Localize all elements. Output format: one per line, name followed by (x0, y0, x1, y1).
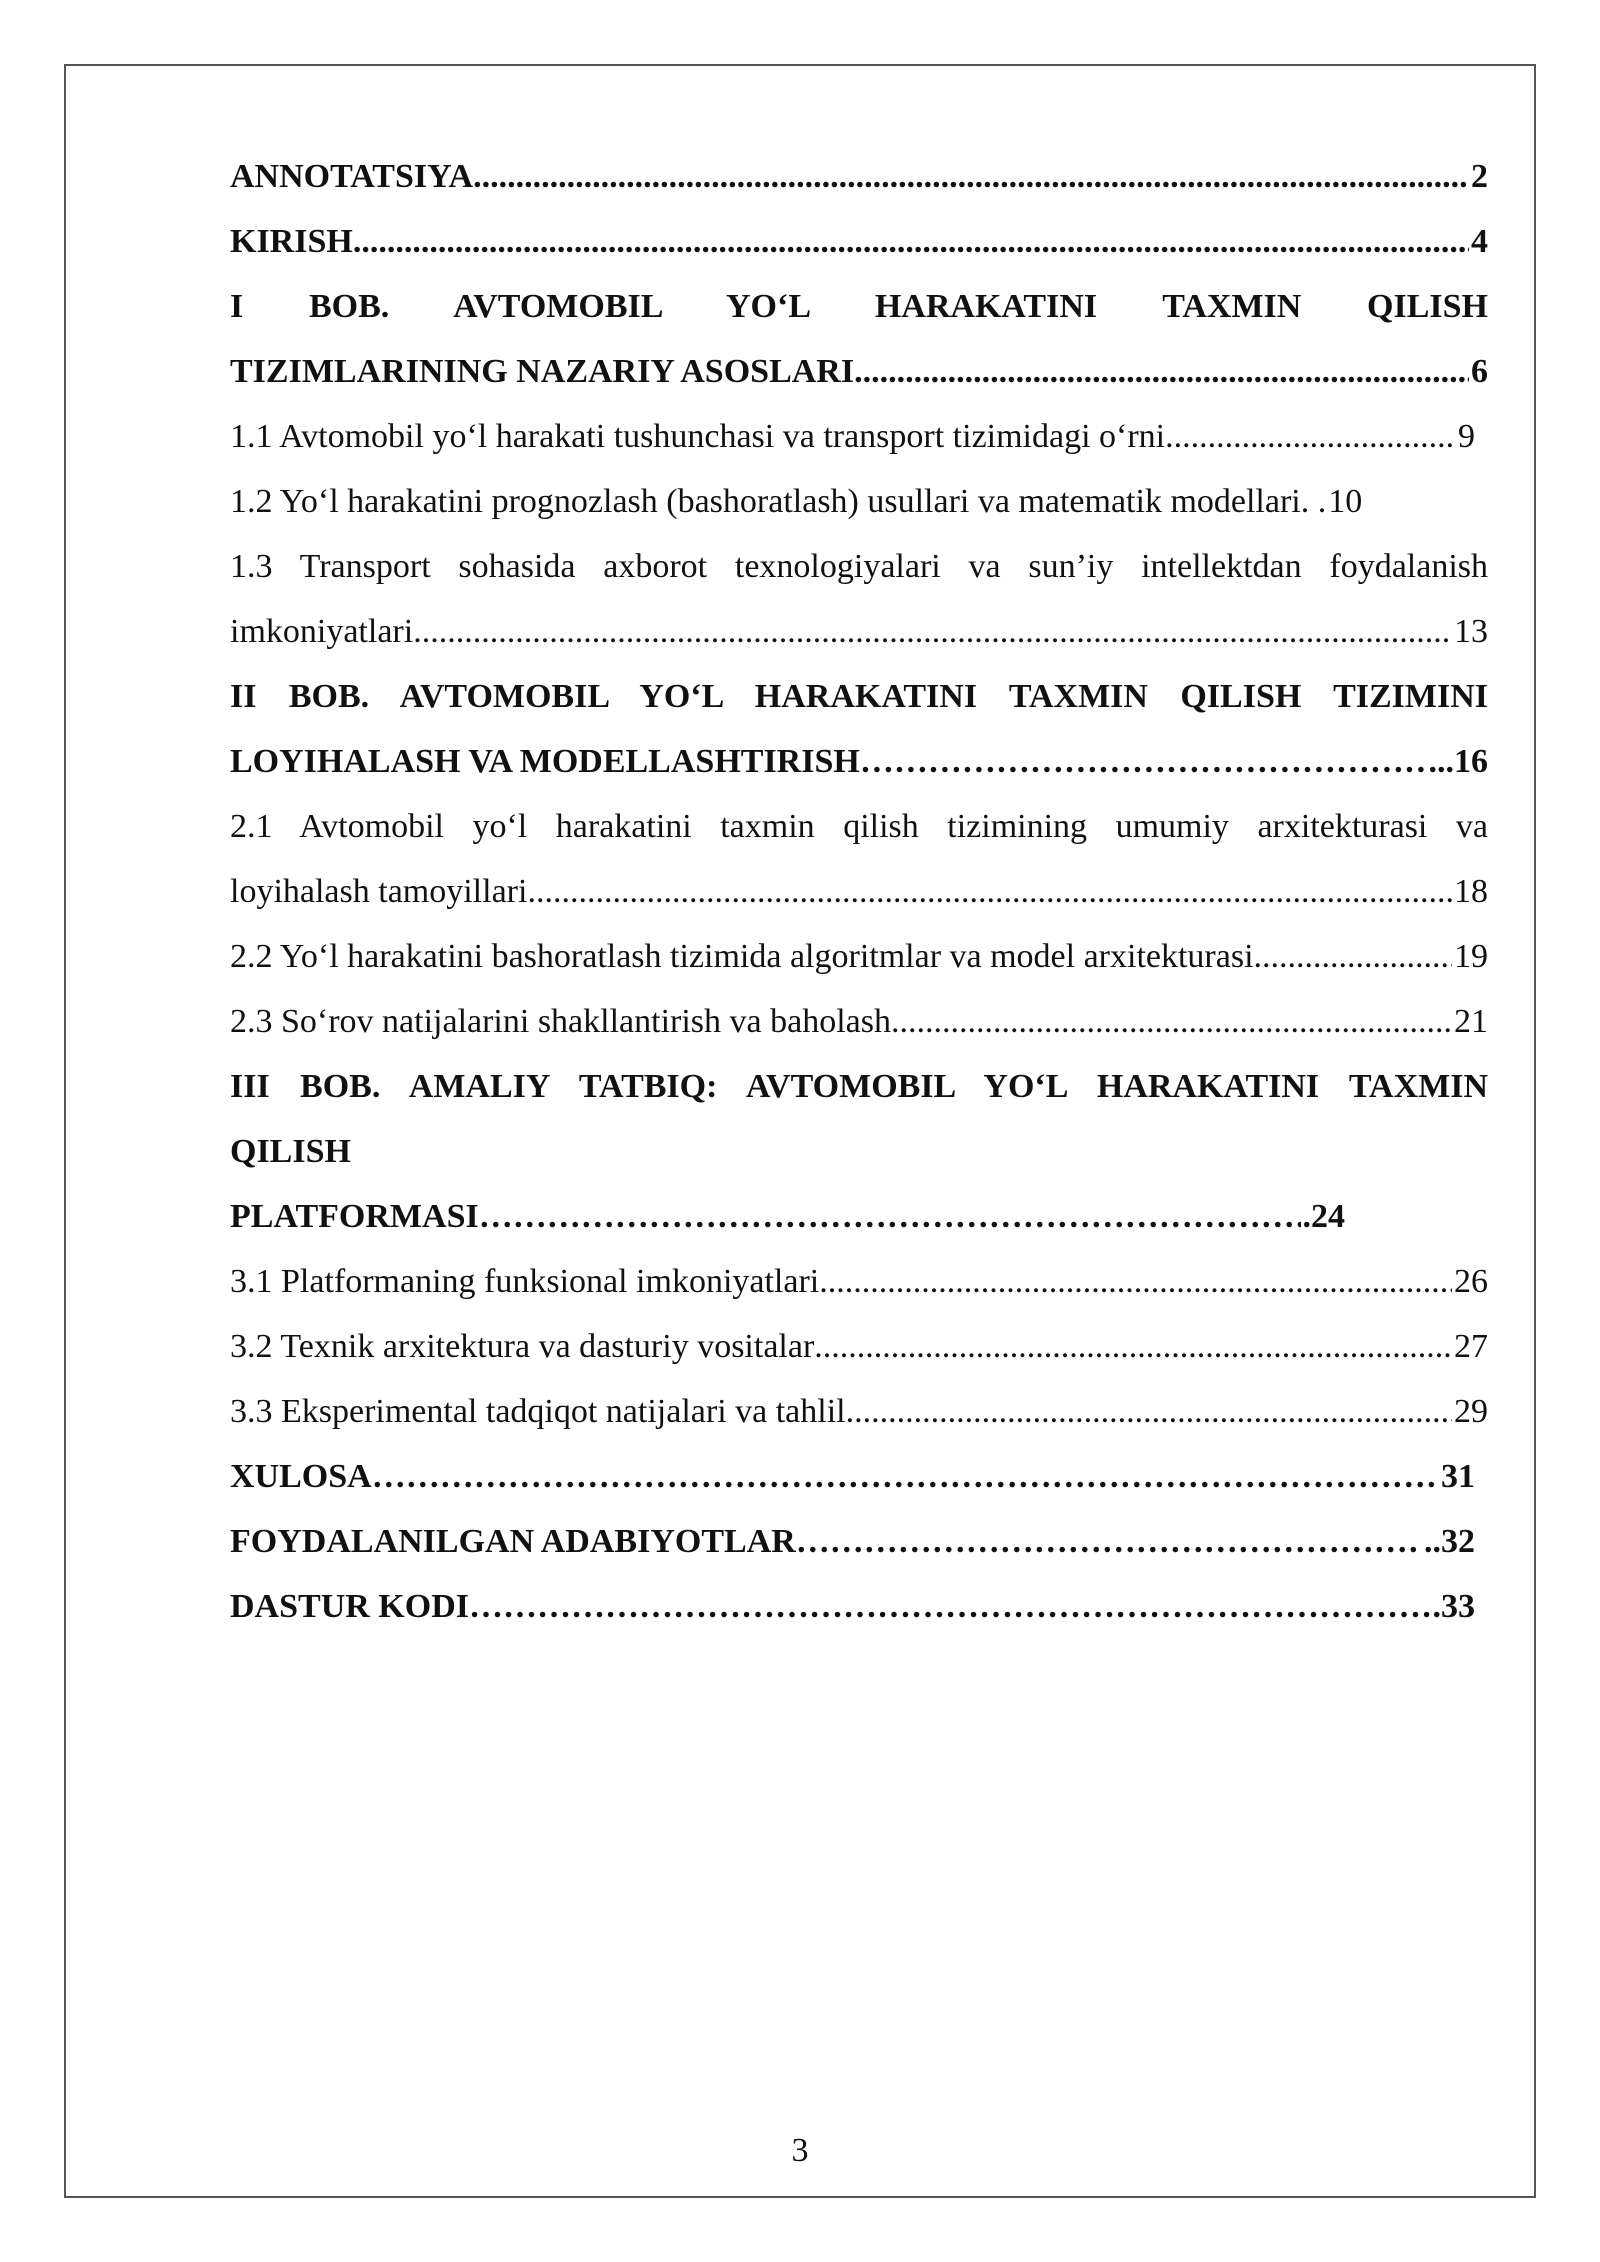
toc-dot-leader (469, 1574, 1431, 1639)
toc-chapter-3-heading-cont[interactable]: QILISH (230, 1133, 351, 1170)
toc-dot-leader (796, 1509, 1422, 1574)
table-of-contents (230, 144, 1488, 1639)
toc-dot-leader (860, 729, 1427, 794)
toc-entry-annotatsiya[interactable] (230, 144, 1488, 209)
toc-entry-page: 26 (1454, 1263, 1488, 1300)
toc-entry-page: 4 (1471, 223, 1488, 260)
toc-section-3-1[interactable] (230, 1249, 1488, 1314)
toc-dot-leader (372, 1444, 1439, 1509)
toc-dot-leader (479, 1184, 1301, 1249)
toc-dot-leader (1165, 404, 1456, 469)
toc-entry-title: 3.1 Platformaning funksional imkoniyatlari (230, 1263, 820, 1300)
toc-entry-title: 1.1 Avtomobil yo‘l harakati tushunchasi va transport tizimidagi o‘rni (230, 418, 1166, 455)
toc-chapter-3-heading-cont-2[interactable] (230, 1184, 1345, 1249)
toc-dot-leader (353, 209, 1469, 274)
toc-dot-leader (819, 1249, 1452, 1314)
toc-section-3-2[interactable] (230, 1314, 1488, 1379)
toc-entry-page: .33 (1432, 1588, 1475, 1625)
toc-entry-page: 27 (1454, 1328, 1488, 1365)
toc-chapter-2-heading[interactable]: II BOB. AVTOMOBIL YO‘L HARAKATINI TAXMIN QILISH TIZIMINI (230, 678, 1488, 715)
toc-entry-title: 2.2 Yo‘l harakatini bashoratlash tizimida algoritmlar va model arxitekturasi (230, 938, 1254, 975)
toc-entry-page: ...16 (1428, 743, 1488, 780)
toc-section-2-1-cont[interactable] (230, 859, 1488, 924)
toc-entry-kirish[interactable] (230, 209, 1488, 274)
toc-entry-page: 19 (1454, 938, 1488, 975)
toc-entry-adabiyotlar[interactable] (230, 1509, 1475, 1574)
toc-entry-dastur-kodi[interactable] (230, 1574, 1475, 1639)
toc-chapter-2-heading-cont[interactable] (230, 729, 1488, 794)
toc-entry-title: KIRISH (230, 223, 353, 260)
toc-entry-page: 18 (1454, 873, 1488, 910)
toc-entry-page: 10 (1328, 483, 1363, 520)
toc-chapter-1-heading[interactable]: I BOB. AVTOMOBIL YO‘L HARAKATINI TAXMIN QILISH (230, 288, 1488, 325)
toc-entry-title: 3.3 Eksperimental tadqiqot natijalari va tahlil (230, 1393, 846, 1430)
toc-entry-title: 3.2 Texnik arxitektura va dasturiy vositalar (230, 1328, 815, 1365)
toc-dot-leader (1254, 924, 1452, 989)
toc-entry-page: 29 (1454, 1393, 1488, 1430)
toc-entry-page: 21 (1454, 1003, 1488, 1040)
toc-entry-title: 1.2 Yo‘l harakatini prognozlash (bashoratlash) usullari va matematik modellari. . (230, 483, 1327, 520)
toc-entry-title: LOYIHALASH VA MODELLASHTIRISH (230, 743, 860, 780)
toc-entry-title: FOYDALANILGAN ADABIYOTLAR (230, 1523, 796, 1560)
toc-entry-title: ANNOTATSIYA (230, 158, 474, 195)
toc-entry-title: PLATFORMASI (230, 1198, 479, 1235)
toc-dot-leader (413, 599, 1452, 664)
toc-entry-title: 2.3 So‘rov natijalarini shakllantirish va baholash (230, 1003, 891, 1040)
toc-entry-title: TIZIMLARINING NAZARIY ASOSLARI (230, 353, 855, 390)
toc-section-2-1[interactable]: 2.1 Avtomobil yo‘l harakatini taxmin qilish tizimining umumiy arxitekturasi va (230, 808, 1488, 845)
toc-entry-page: 9 (1458, 418, 1475, 455)
toc-entry-page: 2 (1471, 158, 1488, 195)
toc-entry-page: 6 (1471, 353, 1488, 390)
toc-entry-page: .24 (1302, 1198, 1345, 1235)
toc-section-1-3[interactable]: 1.3 Transport sohasida axborot texnologiyalari va sun’iy intellektdan foydalanish (230, 548, 1488, 585)
toc-dot-leader (846, 1379, 1452, 1444)
toc-dot-leader (891, 989, 1452, 1054)
toc-entry-xulosa[interactable] (230, 1444, 1475, 1509)
toc-entry-page: 13 (1454, 613, 1488, 650)
toc-section-1-2[interactable] (230, 469, 1488, 534)
toc-chapter-3-heading[interactable]: III BOB. AMALIY TATBIQ: AVTOMOBIL YO‘L HARAKATINI TAXMIN (230, 1068, 1488, 1105)
toc-chapter-1-heading-cont[interactable] (230, 339, 1488, 404)
toc-section-2-2[interactable] (230, 924, 1488, 989)
toc-entry-title: loyihalash tamoyillari (230, 873, 528, 910)
toc-entry-page: 31 (1441, 1458, 1475, 1495)
toc-dot-leader (527, 859, 1452, 924)
toc-dot-leader (814, 1314, 1452, 1379)
toc-entry-title: imkoniyatlari (230, 613, 414, 650)
toc-section-2-3[interactable] (230, 989, 1488, 1054)
toc-section-1-1[interactable] (230, 404, 1475, 469)
toc-entry-page: ..32 (1424, 1523, 1475, 1560)
toc-entry-title: XULOSA (230, 1458, 372, 1495)
toc-entry-title: DASTUR KODI (230, 1588, 469, 1625)
toc-section-1-3-cont[interactable] (230, 599, 1488, 664)
toc-section-3-3[interactable] (230, 1379, 1488, 1444)
page-number: 3 (791, 2132, 809, 2169)
toc-dot-leader (473, 144, 1469, 209)
toc-dot-leader (854, 339, 1469, 404)
